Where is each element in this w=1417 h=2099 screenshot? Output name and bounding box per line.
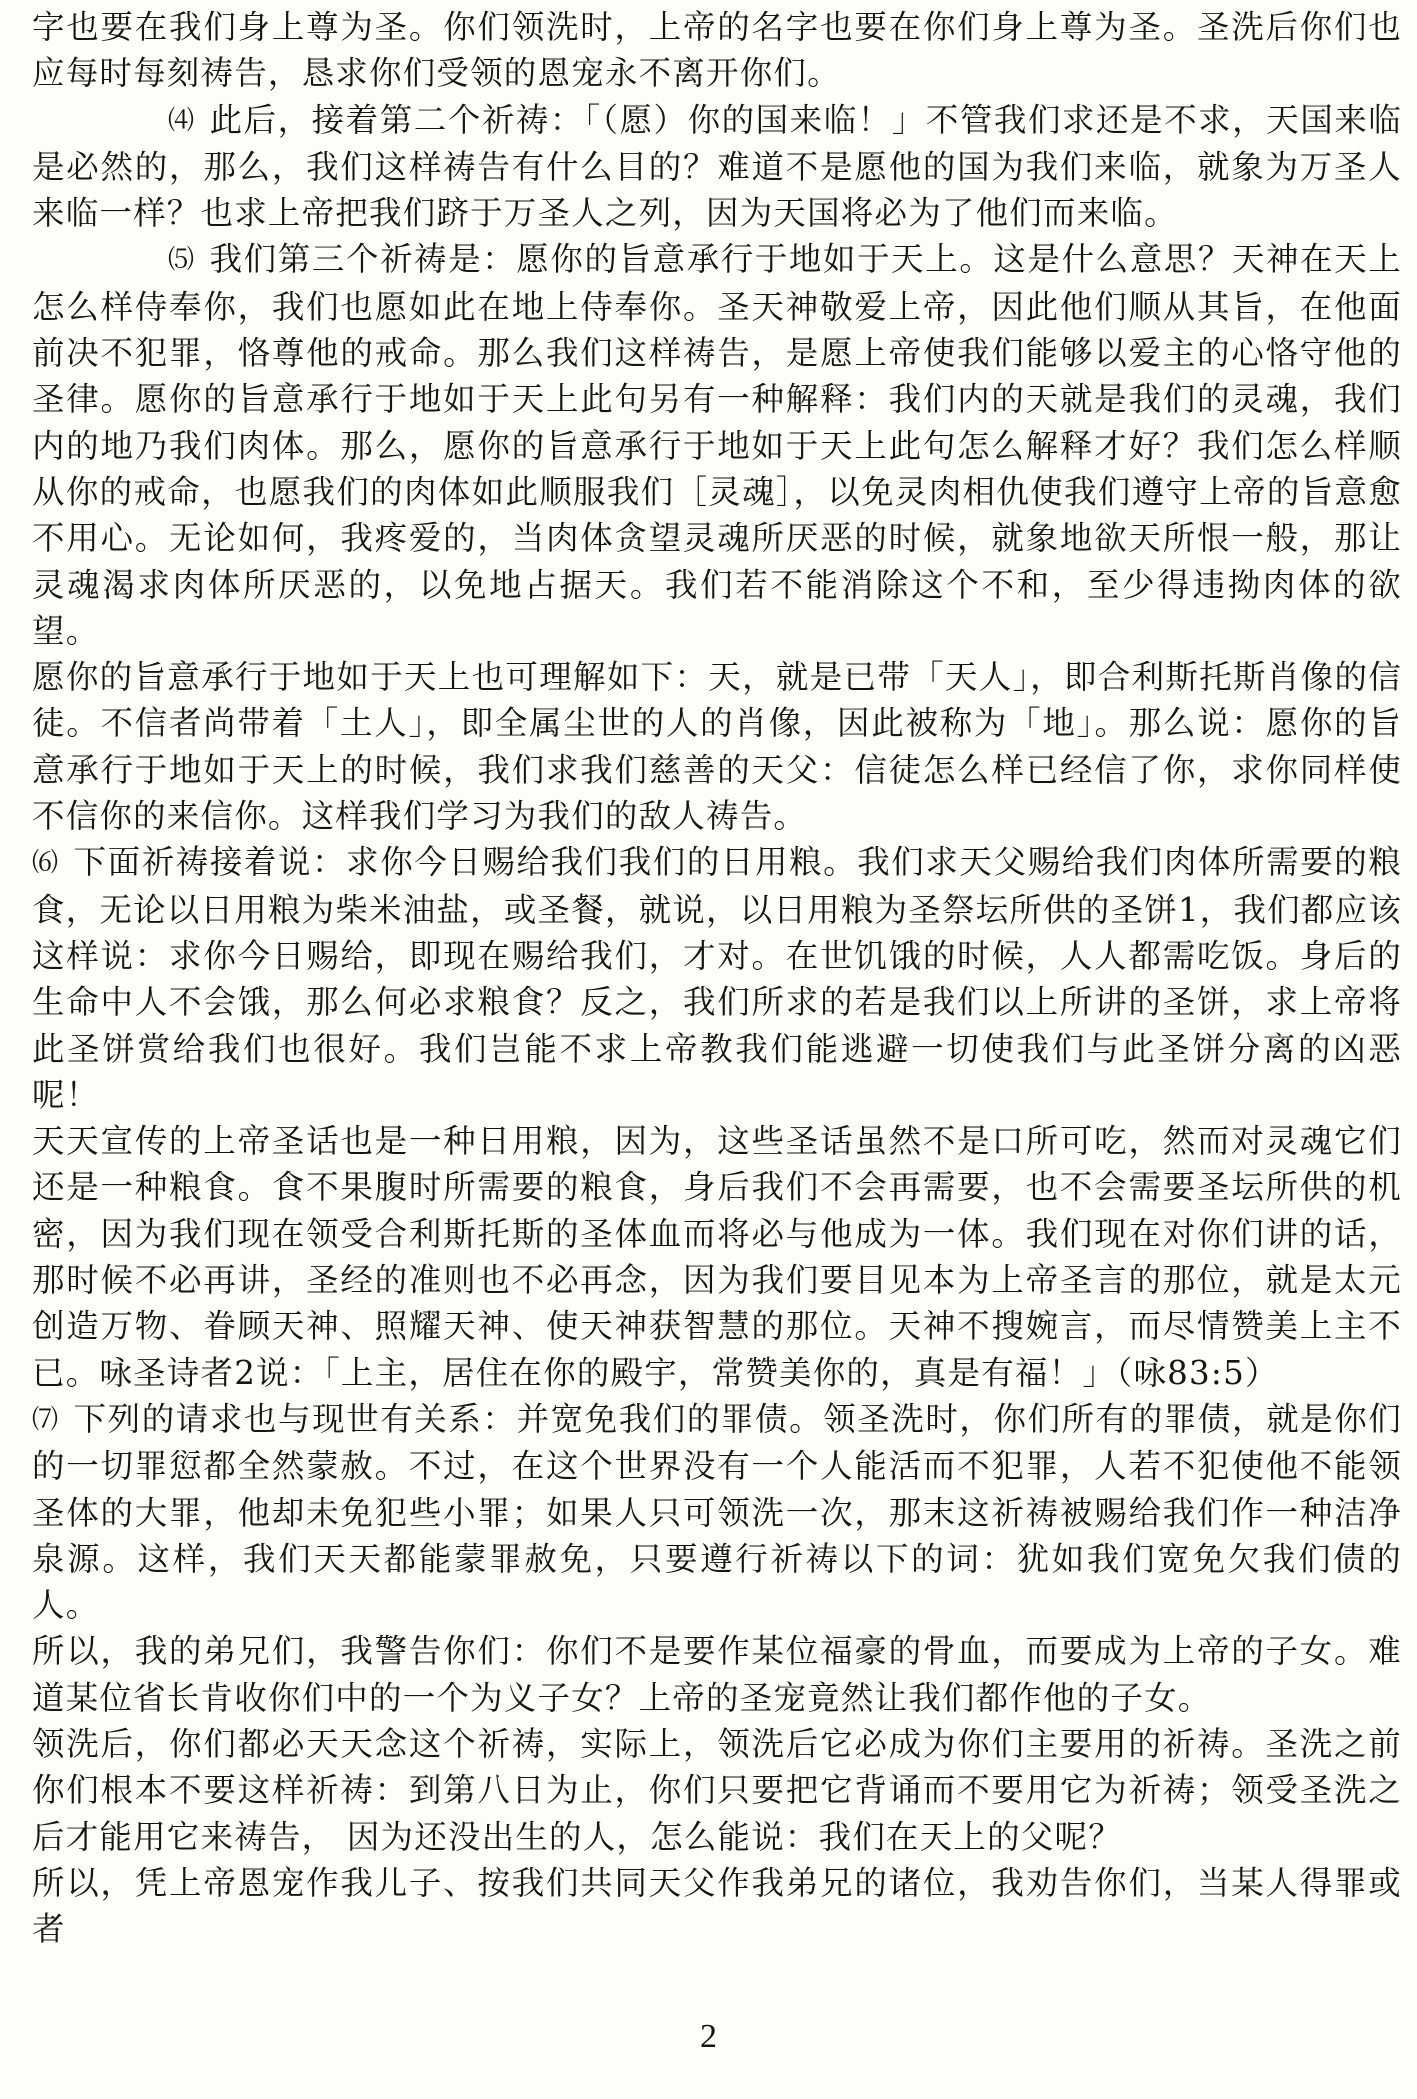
paragraph-text: 下列的请求也与现世有关系：并宽免我们的罪债。领圣洗时，你们所有的罪债，就是你们的一切罪愆都全然蒙赦。不过，在这个世界没有一个人能活而不犯罪，人若不犯使他不能领圣体的大罪，他却未免犯些小罪；如果人只可领洗一次，那末这祈祷被赐给我们作一种洁净泉源。这样，我们天天都能蒙罪赦免，只要遵行祈祷以下的词：犹如我们宽免欠我们债的人。 (32, 1399, 1402, 1625)
paragraph (32, 654, 1402, 839)
paragraph-text: 所以，凭上帝恩宠作我儿子、按我们共同天父作我弟兄的诸位，我劝告你们，当某人得罪或者 (32, 1863, 1402, 1949)
paragraph (32, 1860, 1402, 1953)
paragraph-text: 我们第三个祈祷是：愿你的旨意承行于地如于天上。这是什么意思？天神在天上怎么样侍奉你，我们也愿如此在地上侍奉你。圣天神敬爱上帝，因此他们顺从其旨，在他面前决不犯罪，恪尊他的戒命。那么我们这样祷告，是愿上帝使我们能够以爱主的心恪守他的圣律。愿你的旨意承行于地如于天上此句另有一种解释：我们内的天就是我们的灵魂，我们内的地乃我们肉体。那么，愿你的旨意承行于地如于天上此句怎么解释才好？我们怎么样顺从你的戒命，也愿我们的肉体如此顺服我们［灵魂］，以免灵肉相仇使我们遵守上帝的旨意愈不用心。无论如何，我疼爱的，当肉体贪望灵魂所厌恶的时候，就象地欲天所恨一般，那让灵魂渴求肉体所厌恶的，以免地占据天。我们若不能消除这个不和，至少得违拗肉体的欲望。 (32, 240, 1402, 650)
paragraph (32, 839, 1402, 1118)
paragraph-text: 此后，接着第二个祈祷：「（愿）你的国来临！」不管我们求还是不求，天国来临是必然的，那么，我们这样祷告有什么目的？难道不是愿他的国为我们来临，就象为万圣人来临一样？也求上帝把我们跻于万圣人之列，因为天国将必为了他们而来临。 (32, 100, 1402, 233)
paragraph-text: 所以，我的弟兄们，我警告你们：你们不是要作某位福豪的骨血，而要成为上帝的子女。难道某位省长肯收你们中的一个为义子女？上帝的圣宠竟然让我们都作他的子女。 (32, 1632, 1402, 1717)
section-number: ⑸ (168, 245, 196, 276)
section-number: ⑷ (168, 105, 196, 136)
paragraph-text: 天天宣传的上帝圣话也是一种日用粮，因为，这些圣话虽然不是口所可吃，然而对灵魂它们还是一种粮食。食不果腹时所需要的粮食，身后我们不会再需要，也不会需要圣坛所供的机密，因为我们现在领受合利斯托斯的圣体血而将必与他成为一体。我们现在对你们讲的话，那时候不必再讲，圣经的准则也不必再念，因为我们要目见本为上帝圣言的那位，就是太元创造万物、眷顾天神、照耀天神、使天神获智慧的那位。天神不搜婉言，而尽情赞美上主不已。咏圣诗者2说：「上主，居住在你的殿宇，常赞美你的，真是有福！」（咏83:5） (32, 1122, 1402, 1392)
paragraph (32, 1396, 1402, 1628)
paragraph (32, 4, 1402, 97)
paragraph (32, 236, 1402, 654)
paragraph (32, 1118, 1402, 1396)
body-text (32, 4, 1402, 1952)
paragraph (32, 1628, 1402, 1721)
paragraph-text: 下面祈祷接着说：求你今日赐给我们我们的日用粮。我们求天父赐给我们肉体所需要的粮食，无论以日用粮为柴米油盐，或圣餐，就说，以日用粮为圣祭坛所供的圣饼1，我们都应该这样说：求你今日赐给，即现在赐给我们，才对。在世饥饿的时候，人人都需吃饭。身后的生命中人不会饿，那么何必求粮食？反之，我们所求的若是我们以上所讲的圣饼，求上帝将此圣饼赏给我们也很好。我们岂能不求上帝教我们能逃避一切使我们与此圣饼分离的凶恶呢！ (32, 843, 1402, 1114)
paragraph-text: 字也要在我们身上尊为圣。你们领洗时，上帝的名字也要在你们身上尊为圣。圣洗后你们也应每时每刻祷告，恳求你们受领的恩宠永不离开你们。 (32, 8, 1402, 93)
section-number: ⑹ (32, 848, 60, 879)
paragraph (32, 97, 1402, 237)
paragraph-text: 愿你的旨意承行于地如于天上也可理解如下：天，就是已带「天人」，即合利斯托斯肖像的信徒。不信者尚带着「土人」，即全属尘世的人的肖像，因此被称为「地」。那么说：愿你的旨意承行于地如于天上的时候，我们求我们慈善的天父：信徒怎么样已经信了你，求你同样使不信你的来信你。这样我们学习为我们的敌人祷告。 (32, 658, 1402, 836)
paragraph (32, 1721, 1402, 1860)
page-number: 2 (700, 2018, 717, 2055)
paragraph-text: 领洗后，你们都必天天念这个祈祷，实际上，领洗后它必成为你们主要用的祈祷。圣洗之前你们根本不要这样祈祷：到第八日为止，你们只要把它背诵而不要用它为祈祷；领受圣洗之后才能用它来祷告， 因为还没出生的人，怎么能说：我们在天上的父呢？ (32, 1724, 1402, 1856)
section-number: ⑺ (32, 1404, 60, 1435)
